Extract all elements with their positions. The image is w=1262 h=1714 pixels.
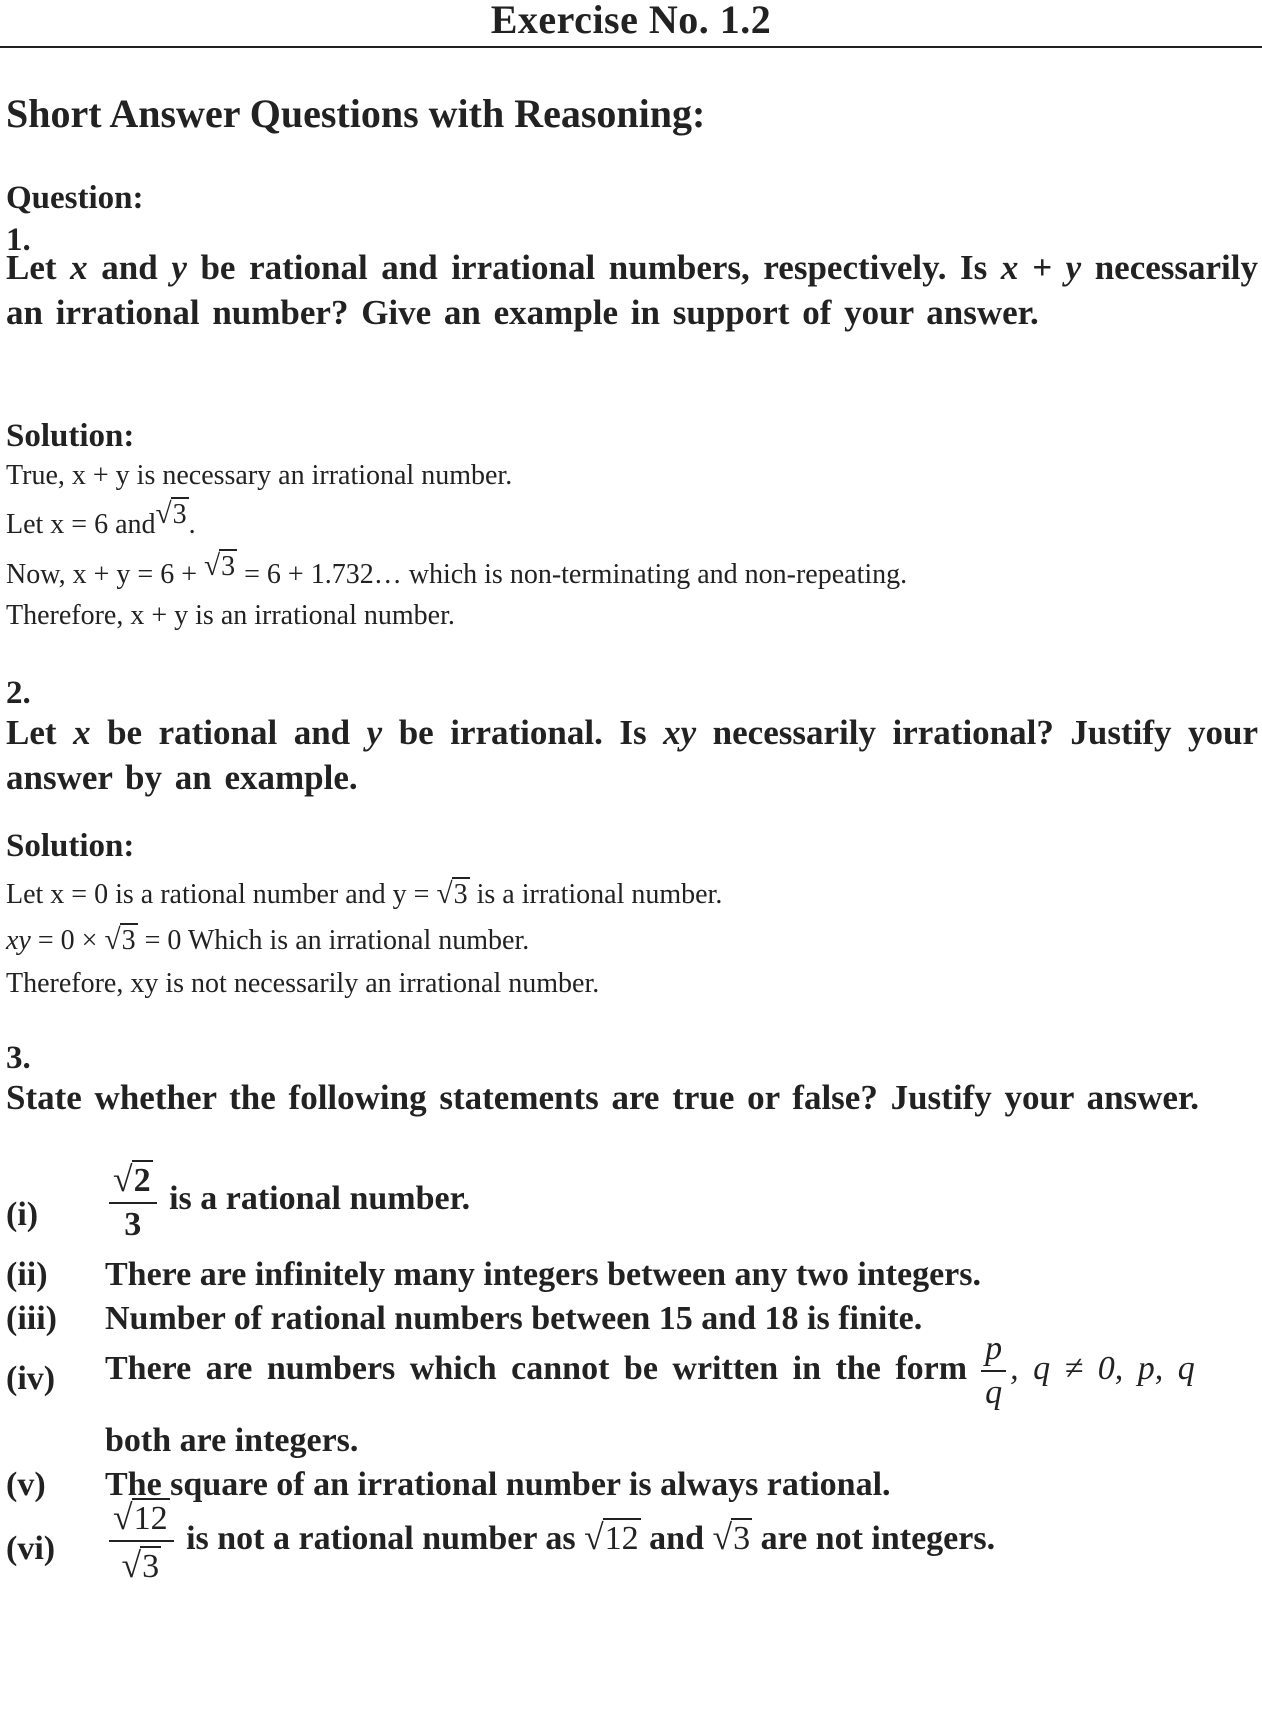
item-label: (iv) <box>6 1360 56 1397</box>
square-root: √3 <box>155 498 187 530</box>
question-text: State whether the following statements are true or false? Justify your answer. <box>6 1078 1200 1117</box>
solution-line: xy = 0 × √3 = 0 Which is an irrational number. <box>6 924 530 956</box>
statement-item: There are infinitely many integers between any two integers. <box>105 1256 981 1293</box>
solution-line: Therefore, x + y is an irrational number. <box>6 600 455 631</box>
item-label: (vi) <box>6 1530 56 1567</box>
question-heading: Question: <box>6 180 144 216</box>
solution-line: Now, x + y = 6 + √3 = 6 + 1.732… which is non-terminating and non-repeating. <box>6 550 908 590</box>
item-label: (iii) <box>6 1300 57 1337</box>
question-number: 1. <box>6 222 31 258</box>
question-number: 3. <box>6 1040 31 1076</box>
statement-item: There are numbers which cannot be written in the form $\frac{p}{q}$ , q ≠ 0, p, q <box>105 1330 1195 1411</box>
statement-item: Number of rational numbers between 15 and 18 is finite. <box>105 1300 923 1337</box>
solution-line: Let x = 0 is a rational number and y = √3 is a irrational number. <box>6 878 723 910</box>
solution-line: Let x = 6 and√3. <box>6 498 196 540</box>
item-label: (v) <box>6 1466 46 1503</box>
fraction: $\frac{p}{q}$ <box>981 1330 1006 1412</box>
question-text: Let x and y be rational and irrational numbers, respectively. Is x + y necessarily an irrational number? Give an example in support of your answer. <box>6 248 1259 332</box>
square-root: √3 <box>712 1516 751 1557</box>
statement-item: The square of an irrational number is always rational. <box>105 1466 891 1503</box>
square-root: √3 <box>204 550 236 582</box>
page-title: Exercise No. 1.2 <box>490 0 772 42</box>
item-label: (ii) <box>6 1256 48 1293</box>
square-root: √12 <box>584 1516 639 1557</box>
section-heading: Short Answer Questions with Reasoning: <box>6 91 706 136</box>
question-number: 2. <box>6 675 31 711</box>
square-root: √3 <box>104 924 136 956</box>
statement-item: $\frac{√12}{√3}$ is not a rational number as √12 and √3 are not integers. <box>105 1496 995 1586</box>
fraction: $\frac{√2}{3}$ <box>109 1158 157 1244</box>
solution-line: Therefore, xy is not necessarily an irrational number. <box>6 968 600 999</box>
solution-label: Solution: <box>6 828 135 864</box>
solution-line: True, x + y is necessary an irrational number. <box>6 460 513 491</box>
statement-item: $\frac{√2}{3}$ is a rational number. <box>105 1158 470 1244</box>
statement-item-continued: both are integers. <box>105 1422 359 1459</box>
fraction: $\frac{√12}{√3}$ <box>109 1496 174 1586</box>
title-divider <box>0 46 1262 48</box>
square-root: √3 <box>436 878 468 910</box>
question-text: Let x be rational and y be irrational. Is xy necessarily irrational? Justify your answer by an example. <box>6 713 1259 797</box>
solution-label: Solution: <box>6 418 135 454</box>
item-label: (i) <box>6 1196 39 1233</box>
